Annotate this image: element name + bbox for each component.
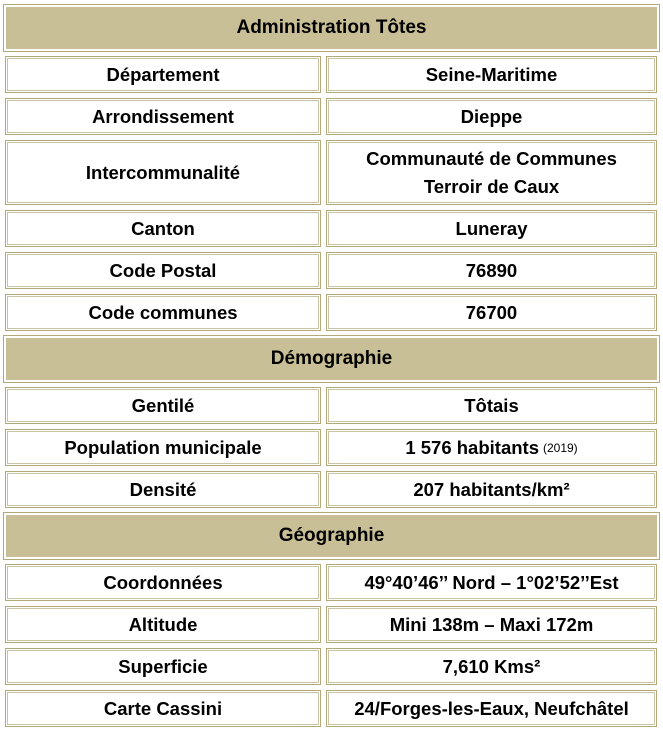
table-row xyxy=(5,471,660,508)
population-year-note: (2019) xyxy=(542,440,578,455)
table-row xyxy=(5,387,660,424)
table-row xyxy=(5,294,660,331)
row-label: Code communes xyxy=(5,294,321,331)
row-label: Canton xyxy=(5,210,321,247)
row-label: Densité xyxy=(5,471,321,508)
row-value xyxy=(326,140,657,205)
section-header-demographie: Démographie xyxy=(4,336,659,382)
row-label: Population municipale xyxy=(5,429,321,466)
table-row xyxy=(5,648,660,685)
value-line: Communauté de Communes xyxy=(366,147,617,169)
table-row xyxy=(5,690,660,727)
row-value: Seine-Maritime xyxy=(326,56,657,93)
row-value: Mini 138m – Maxi 172m xyxy=(326,606,657,643)
row-value: 7,610 Kms² xyxy=(326,648,657,685)
row-value: 24/Forges-les-Eaux, Neufchâtel xyxy=(326,690,657,727)
info-table xyxy=(3,4,660,732)
row-label: Superficie xyxy=(5,648,321,685)
row-label: Département xyxy=(5,56,321,93)
table-row xyxy=(5,210,660,247)
row-label: Coordonnées xyxy=(5,564,321,601)
table-row xyxy=(5,429,660,466)
row-value: 207 habitants/km² xyxy=(326,471,657,508)
table-row xyxy=(5,98,660,135)
table-row xyxy=(5,252,660,289)
row-value: 76890 xyxy=(326,252,657,289)
row-label: Carte Cassini xyxy=(5,690,321,727)
row-value: 49°40’46’’ Nord – 1°02’52’’Est xyxy=(326,564,657,601)
row-value xyxy=(326,429,657,466)
row-label: Intercommunalité xyxy=(5,140,321,205)
row-label: Code Postal xyxy=(5,252,321,289)
table-row xyxy=(5,606,660,643)
row-value: Luneray xyxy=(326,210,657,247)
row-value: 76700 xyxy=(326,294,657,331)
row-label: Altitude xyxy=(5,606,321,643)
section-header-geographie: Géographie xyxy=(4,513,659,559)
table-row xyxy=(5,56,660,93)
row-value: Dieppe xyxy=(326,98,657,135)
table-row xyxy=(5,564,660,601)
row-value: Tôtais xyxy=(326,387,657,424)
table-row xyxy=(5,140,660,205)
population-value: 1 576 habitants xyxy=(405,436,539,458)
value-line: Terroir de Caux xyxy=(423,175,560,197)
row-label: Gentilé xyxy=(5,387,321,424)
row-label: Arrondissement xyxy=(5,98,321,135)
section-header-administration: Administration Tôtes xyxy=(4,5,659,51)
